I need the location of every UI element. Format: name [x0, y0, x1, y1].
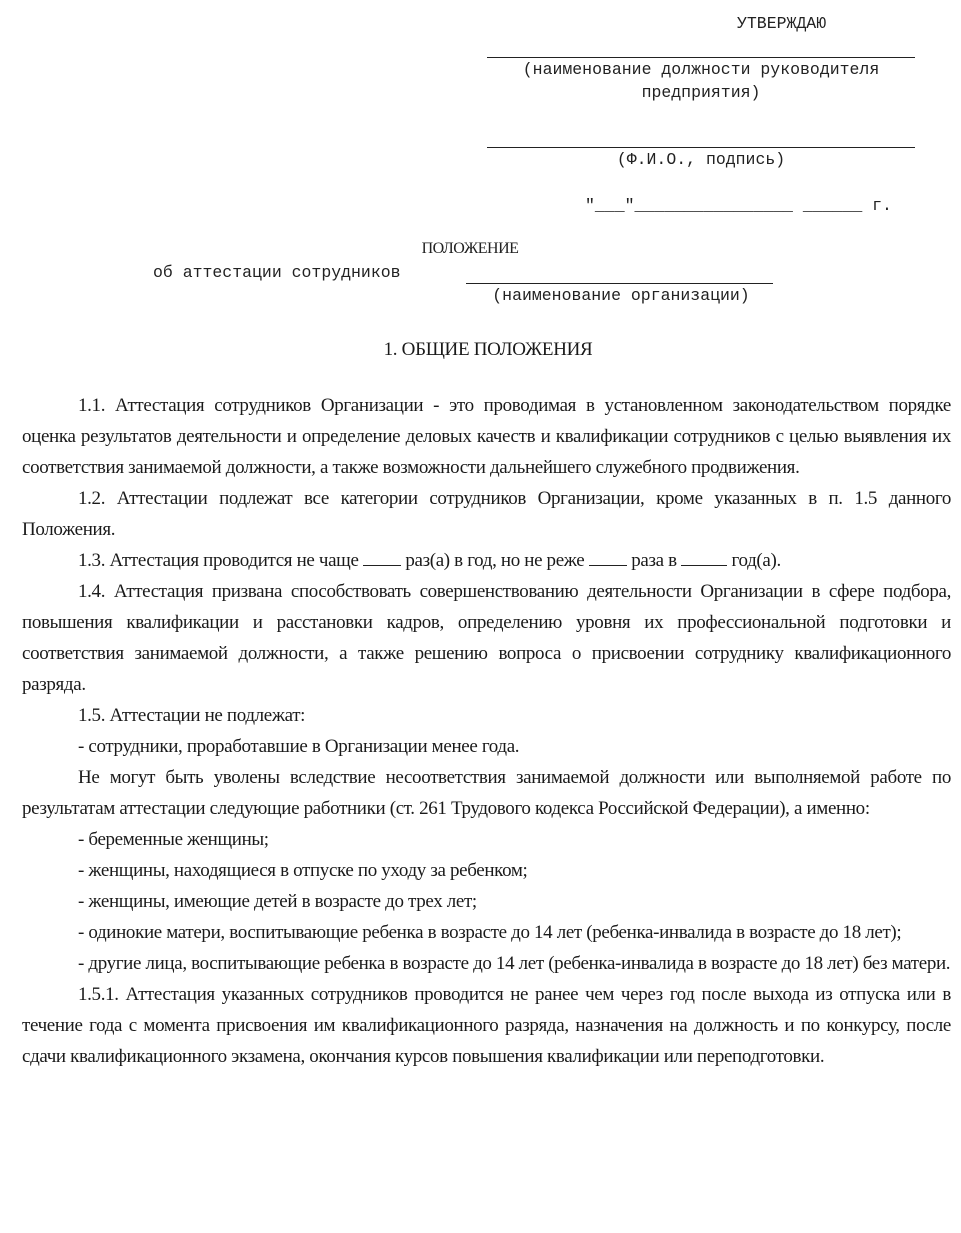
list-item: - сотрудники, проработавшие в Организации менее года.: [78, 736, 520, 757]
position-caption: (наименование должности руководителя: [522, 60, 880, 79]
signature-caption: (Ф.И.О., подпись): [616, 150, 786, 169]
frequency-min-blank[interactable]: [589, 551, 627, 566]
signature-blank-line[interactable]: [487, 147, 915, 148]
paragraph-protected: Не могут быть уволены вследствие несоответствия занимаемой должности или выполняемой работе по результатам аттестации следующие работники (ст. 261 Трудового кодекса Российской Федерации), а именно:: [22, 767, 951, 819]
document-body: [22, 390, 951, 1072]
paragraph-1-2: 1.2. Аттестации подлежат все категории сотрудников Организации, кроме указанных в п. 1.5 данного Положения.: [22, 488, 951, 540]
frequency-max-blank[interactable]: [363, 551, 401, 566]
position-caption-cont: предприятия): [641, 83, 761, 102]
p13-part4: год(а).: [731, 550, 781, 571]
p13-part2: раз(а) в год, но не реже: [405, 550, 585, 571]
doc-subtitle: об аттестации сотрудников: [153, 263, 401, 282]
list-item: - одинокие матери, воспитывающие ребенка в возрасте до 14 лет (ребенка-инвалида в возрасте до 18 лет);: [78, 922, 902, 943]
paragraph-1-4: 1.4. Аттестация призвана способствовать совершенствованию деятельности Организации в сфере подбора, повышения квалификации и расстановки кадров, определению уровня их профессиональной подготовки и соответствия занимаемой должности, а также решению вопроса о присвоении сотруднику квалификационного разряда.: [22, 581, 951, 695]
list-item: - беременные женщины;: [78, 829, 269, 850]
doc-title: ПОЛОЖЕНИЕ: [421, 240, 519, 257]
section-heading: 1. ОБЩИЕ ПОЛОЖЕНИЯ: [383, 339, 593, 360]
org-blank-line[interactable]: [466, 283, 773, 284]
paragraph-1-3: [22, 545, 951, 576]
list-item: - другие лица, воспитывающие ребенка в возрасте до 14 лет (ребенка-инвалида в возрасте до 18 лет) без матери.: [78, 953, 951, 974]
paragraph-1-5: 1.5. Аттестации не подлежат:: [78, 705, 306, 726]
list-item: - женщины, имеющие детей в возрасте до трех лет;: [78, 891, 477, 912]
position-blank-line[interactable]: [487, 57, 915, 58]
p13-part3: раза в: [631, 550, 677, 571]
paragraph-1-1: 1.1. Аттестация сотрудников Организации - это проводимая в установленном законодательством порядке оценка результатов деятельности и определение деловых качеств и квалификации сотрудников с целью выявления их соответствия занимаемой должности, а также возможности дальнейшего служебного продвижения.: [22, 395, 951, 478]
years-blank[interactable]: [681, 551, 727, 566]
date-blank[interactable]: "___"________________ ______ г.: [585, 196, 892, 215]
p13-part1: 1.3. Аттестация проводится не чаще: [78, 550, 359, 571]
paragraph-1-5-1: 1.5.1. Аттестация указанных сотрудников проводится не ранее чем через год после выхода из отпуска или в течение года с момента присвоения им квалификационного разряда, назначения на должность и по конкурсу, после сдачи квалификационного экзамена, окончания курсов повышения квалификации или переподготовки.: [22, 984, 951, 1067]
approve-label: УТВЕРЖДАЮ: [737, 14, 827, 33]
org-caption: (наименование организации): [492, 286, 750, 305]
list-item: - женщины, находящиеся в отпуске по уходу за ребенком;: [78, 860, 528, 881]
